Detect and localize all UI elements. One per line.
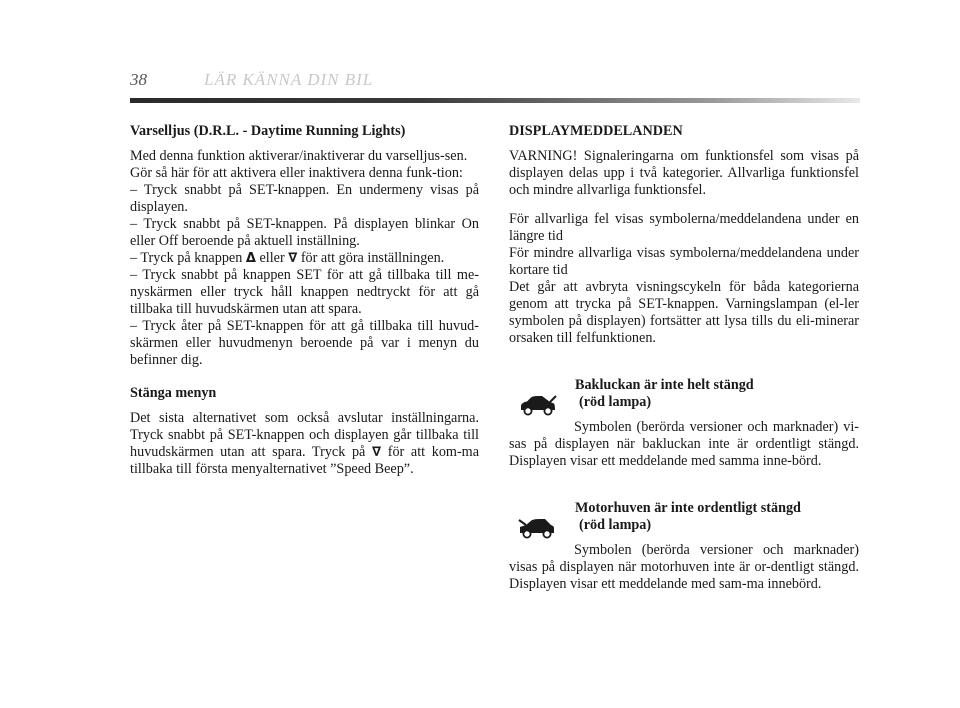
boot-warning-title: Bakluckan är inte helt stängd [575,377,754,393]
car-bonnet-open-icon [517,516,557,540]
bonnet-warning [509,500,859,593]
serious-faults-text: För allvarliga fel visas symbolerna/meddelandena under en längre tid [509,211,859,244]
minor-faults-text: För mindre allvarliga visas symbolerna/meddelandena under kortare tid [509,245,859,278]
header-rule [130,98,860,103]
close-menu-heading: Stänga menyn [130,385,217,401]
right-column [509,123,859,593]
close-menu-text [130,410,479,478]
drl-step-3-start: – Tryck på knappen [130,250,243,266]
bonnet-warning-subtitle: (röd lampa) [579,517,652,533]
drl-intro: Med denna funktion aktiverar/inaktiverar du varselljus-sen. [130,148,468,164]
drl-step-5: – Tryck åter på SET-knappen för att gå tillbaka till huvud-skärmen eller huvudmenyn beroende på var i menyn du befinner dig. [130,318,479,368]
down-arrow-icon: ∇ [372,445,382,460]
drl-step-4: – Tryck snabbt på knappen SET för att gå tillbaka till me-nyskärmen eller tryck håll knappen nedtryckt för att gå tillbaka till huvudskärmen utan att spara. [130,267,479,317]
down-arrow-icon: ∇ [288,251,298,266]
drl-step-2: – Tryck snabbt på SET-knappen. På displayen blinkar On eller Off beroende på aktuell inställning. [130,216,479,249]
left-column [130,123,479,478]
boot-warning-text: Symbolen (berörda versioner och marknader) vi-sas på displayen när bakluckan inte är ordentligt stängd. Displayen visar ett meddelande med samma inne-börd. [509,419,859,469]
drl-step-1: – Tryck snabbt på SET-knappen. En undermeny visas på displayen. [130,182,479,215]
drl-step-3-end: för att göra inställningen. [300,250,445,266]
bonnet-warning-text: Symbolen (berörda versioner och marknader) visas på displayen när motorhuven inte är or-dentligt stängd. Displayen visar ett meddelande med sam-ma innebörd. [509,542,859,592]
up-arrow-icon: Δ [245,251,256,266]
bonnet-warning-title: Motorhuven är inte ordentligt stängd [575,500,801,516]
display-messages-heading: DISPLAYMEDDELANDEN [509,123,683,139]
warning-text: VARNING! Signaleringarna om funktionsfel som visas på displayen delas upp i två kategorier. Allvarliga funktionsfel och mindre allvarliga funktionsfel. [509,148,859,198]
close-menu-text-start: Det sista alternativet som också avslutar inställningarna. Tryck snabbt på SET-knappen och displayen går tillbaka till huvudskärmen utan att spara. Tryck på [130,410,479,460]
drl-step-3 [130,250,479,267]
car-trunk-open-icon [517,393,557,417]
page-header [130,70,860,110]
boot-warning-subtitle: (röd lampa) [579,394,652,410]
chapter-title: LÄR KÄNNA DIN BIL [204,70,374,89]
drl-step-3-or: eller [259,250,285,266]
close-menu-text-end: för att kom-ma tillbaka till första menyalternativet ”Speed Beep”. [130,444,480,477]
drl-how: Gör så här för att aktivera eller inaktivera denna funk-tion: [130,165,463,181]
cancel-cycle-text: Det går att avbryta visningscykeln för båda kategorierna genom att trycka på SET-knappen. Varningslampan (el-ler symbolen på displayen) fortsätter att lysa tills du eli-minerar orsaken till felfunktionen. [509,279,859,346]
page-number: 38 [130,70,147,89]
drl-heading: Varselljus (D.R.L. - Daytime Running Lights) [130,123,406,139]
boot-warning [509,377,859,470]
